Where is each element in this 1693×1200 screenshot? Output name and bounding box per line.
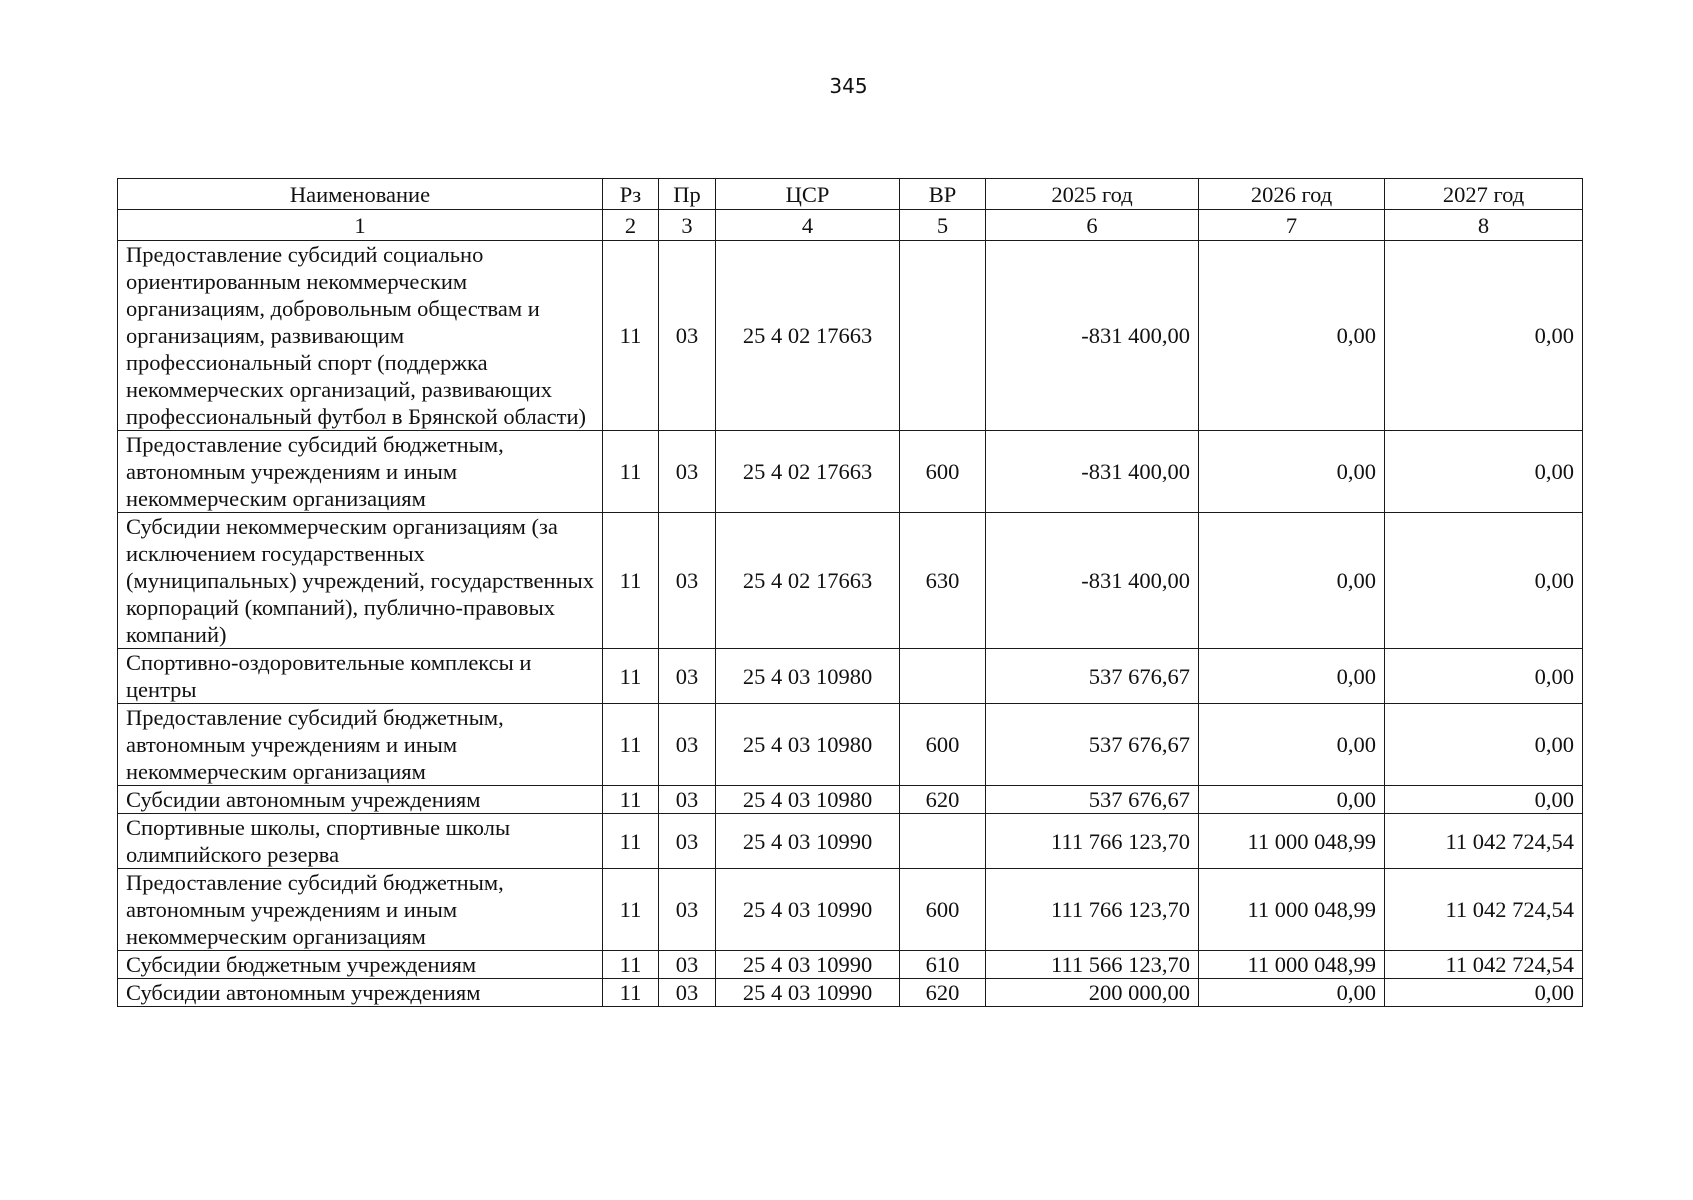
row-name: Субсидии некоммерческим организациям (за исключением государственных (муниципальных) учреждений, государственных корпораций (компаний), публично-правовых компаний) (118, 513, 603, 649)
header-vr: ВР (900, 179, 986, 210)
row-2027: 0,00 (1385, 431, 1583, 513)
row-vr: 610 (900, 951, 986, 979)
header-rz: Рз (603, 179, 659, 210)
column-number: 2 (603, 210, 659, 241)
row-csr: 25 4 02 17663 (716, 241, 900, 431)
row-2025: 200 000,00 (986, 979, 1199, 1007)
row-vr: 600 (900, 704, 986, 786)
row-pr: 03 (659, 649, 716, 704)
row-2027: 0,00 (1385, 649, 1583, 704)
header-row (118, 179, 1583, 210)
row-2026: 11 000 048,99 (1199, 869, 1385, 951)
row-vr: 630 (900, 513, 986, 649)
row-2027: 0,00 (1385, 513, 1583, 649)
column-number: 6 (986, 210, 1199, 241)
header-2025: 2025 год (986, 179, 1199, 210)
table-row (118, 431, 1583, 513)
row-pr: 03 (659, 979, 716, 1007)
table-row (118, 513, 1583, 649)
row-rz: 11 (603, 431, 659, 513)
row-rz: 11 (603, 649, 659, 704)
header-2026: 2026 год (1199, 179, 1385, 210)
row-rz: 11 (603, 951, 659, 979)
column-number: 5 (900, 210, 986, 241)
row-rz: 11 (603, 814, 659, 869)
row-vr (900, 649, 986, 704)
row-vr: 620 (900, 979, 986, 1007)
row-2025: -831 400,00 (986, 431, 1199, 513)
column-number: 8 (1385, 210, 1583, 241)
row-2027: 11 042 724,54 (1385, 814, 1583, 869)
row-2025: -831 400,00 (986, 241, 1199, 431)
row-rz: 11 (603, 786, 659, 814)
row-pr: 03 (659, 869, 716, 951)
row-vr (900, 814, 986, 869)
row-vr: 620 (900, 786, 986, 814)
row-name: Спортивно-оздоровительные комплексы и центры (118, 649, 603, 704)
budget-table (117, 178, 1583, 1007)
table-row (118, 649, 1583, 704)
table-body (118, 241, 1583, 1007)
row-name: Спортивные школы, спортивные школы олимпийского резерва (118, 814, 603, 869)
row-2025: 111 766 123,70 (986, 814, 1199, 869)
row-2026: 11 000 048,99 (1199, 951, 1385, 979)
table-row (118, 704, 1583, 786)
header-pr: Пр (659, 179, 716, 210)
row-2027: 0,00 (1385, 979, 1583, 1007)
column-number: 1 (118, 210, 603, 241)
row-rz: 11 (603, 979, 659, 1007)
row-rz: 11 (603, 869, 659, 951)
row-rz: 11 (603, 513, 659, 649)
row-pr: 03 (659, 951, 716, 979)
row-rz: 11 (603, 241, 659, 431)
row-csr: 25 4 03 10980 (716, 786, 900, 814)
column-number: 4 (716, 210, 900, 241)
row-2026: 0,00 (1199, 513, 1385, 649)
row-vr (900, 241, 986, 431)
row-pr: 03 (659, 431, 716, 513)
row-2027: 0,00 (1385, 786, 1583, 814)
column-number: 7 (1199, 210, 1385, 241)
row-2026: 0,00 (1199, 241, 1385, 431)
row-csr: 25 4 03 10980 (716, 649, 900, 704)
row-name: Предоставление субсидий бюджетным, автономным учреждениям и иным некоммерческим организациям (118, 431, 603, 513)
row-2025: 537 676,67 (986, 704, 1199, 786)
row-vr: 600 (900, 431, 986, 513)
row-csr: 25 4 03 10980 (716, 704, 900, 786)
row-name: Субсидии автономным учреждениям (118, 979, 603, 1007)
table-row (118, 869, 1583, 951)
row-name: Субсидии автономным учреждениям (118, 786, 603, 814)
row-2027: 0,00 (1385, 704, 1583, 786)
row-pr: 03 (659, 786, 716, 814)
table-row (118, 241, 1583, 431)
row-2025: 111 566 123,70 (986, 951, 1199, 979)
row-name: Предоставление субсидий бюджетным, автономным учреждениям и иным некоммерческим организациям (118, 869, 603, 951)
column-number: 3 (659, 210, 716, 241)
table-row (118, 951, 1583, 979)
row-2027: 11 042 724,54 (1385, 951, 1583, 979)
row-2025: 111 766 123,70 (986, 869, 1199, 951)
header-2027: 2027 год (1385, 179, 1583, 210)
row-2025: 537 676,67 (986, 649, 1199, 704)
row-2026: 0,00 (1199, 431, 1385, 513)
row-pr: 03 (659, 513, 716, 649)
row-2027: 11 042 724,54 (1385, 869, 1583, 951)
row-pr: 03 (659, 241, 716, 431)
table-row (118, 786, 1583, 814)
row-2025: 537 676,67 (986, 786, 1199, 814)
row-csr: 25 4 02 17663 (716, 513, 900, 649)
row-name: Субсидии бюджетным учреждениям (118, 951, 603, 979)
row-pr: 03 (659, 814, 716, 869)
header-name: Наименование (118, 179, 603, 210)
row-csr: 25 4 03 10990 (716, 951, 900, 979)
row-2026: 0,00 (1199, 786, 1385, 814)
column-number-row (118, 210, 1583, 241)
row-name: Предоставление субсидий социально ориентированным некоммерческим организациям, добровольным обществам и организациям, развивающим профессиональный спорт (поддержка некоммерческих организаций, развивающих профессиональный футбол в Брянской области) (118, 241, 603, 431)
page-number: 345 (829, 74, 868, 98)
row-csr: 25 4 03 10990 (716, 979, 900, 1007)
row-2026: 0,00 (1199, 704, 1385, 786)
row-vr: 600 (900, 869, 986, 951)
row-csr: 25 4 03 10990 (716, 814, 900, 869)
row-2025: -831 400,00 (986, 513, 1199, 649)
table-row (118, 979, 1583, 1007)
table-row (118, 814, 1583, 869)
row-2026: 0,00 (1199, 979, 1385, 1007)
row-csr: 25 4 02 17663 (716, 431, 900, 513)
row-pr: 03 (659, 704, 716, 786)
row-2026: 11 000 048,99 (1199, 814, 1385, 869)
row-csr: 25 4 03 10990 (716, 869, 900, 951)
row-2027: 0,00 (1385, 241, 1583, 431)
header-csr: ЦСР (716, 179, 900, 210)
row-2026: 0,00 (1199, 649, 1385, 704)
row-name: Предоставление субсидий бюджетным, автономным учреждениям и иным некоммерческим организациям (118, 704, 603, 786)
row-rz: 11 (603, 704, 659, 786)
